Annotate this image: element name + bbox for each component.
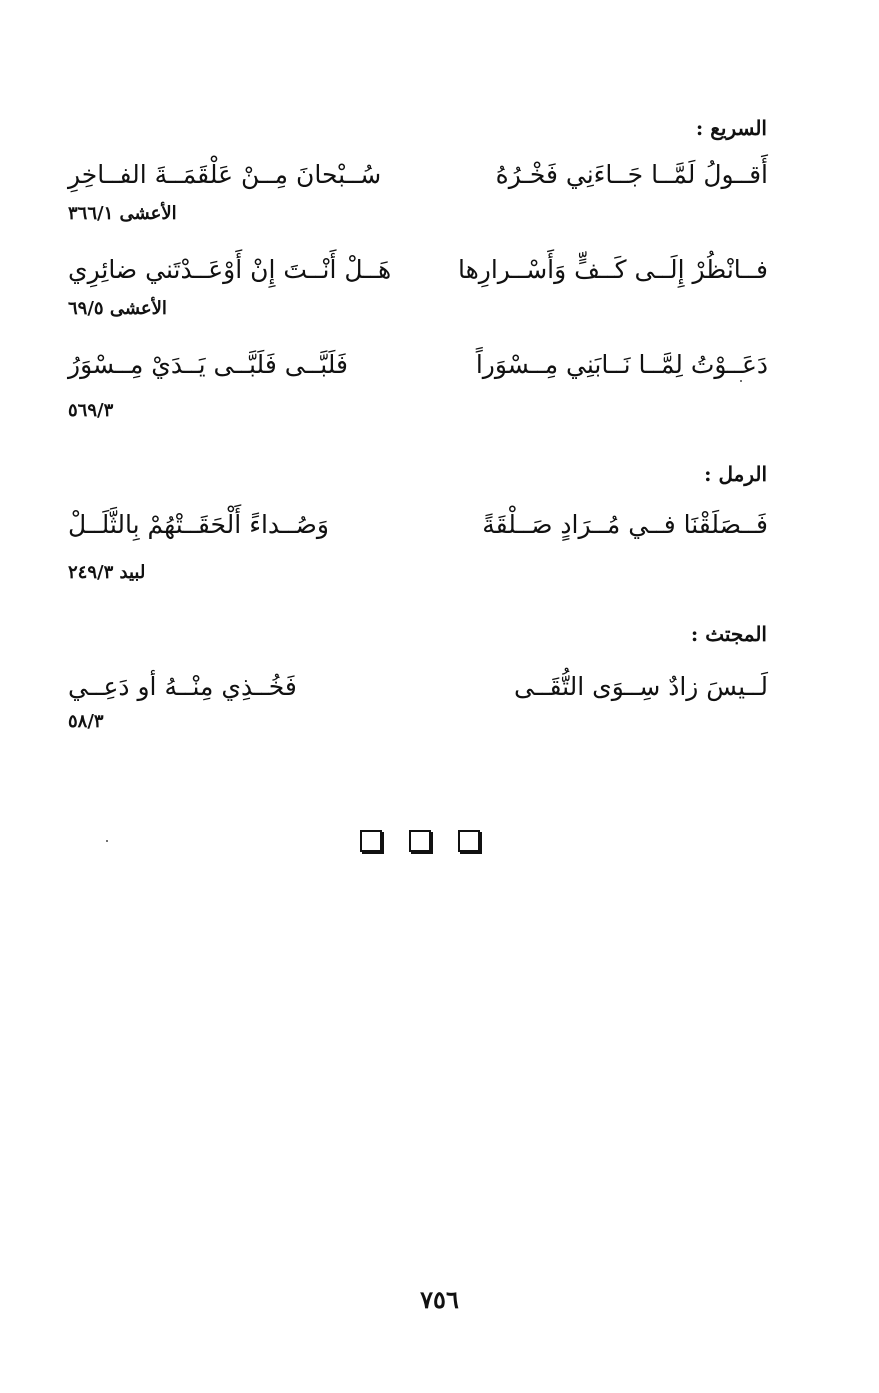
verse-first-hemistich: فــانْظُرْ إِلَــى كَــفٍّ وَأَسْــرارِها	[457, 255, 768, 284]
verse-second-hemistich: فَلَبَّــى فَلَبَّــى يَــدَيْ مِــسْوَرُ	[68, 350, 348, 379]
verse-source: الأعشى ٦٩/٥	[68, 298, 167, 319]
verse-first-hemistich: لَــيسَ زادٌ سِــوَى التُّقَــى	[514, 672, 768, 701]
square-ornament-icon	[409, 830, 431, 852]
verse-line	[68, 255, 768, 295]
verse-first-hemistich: أَقــولُ لَمَّــا جَــاءَنِي فَخْـرُهُ	[495, 160, 768, 189]
verse-line	[68, 350, 768, 390]
verse-line	[68, 160, 768, 200]
verse-first-hemistich: فَــصَلَقْنَا فــي مُــرَادٍ صَــلْقَةً	[482, 510, 768, 539]
print-speck	[740, 380, 742, 382]
verse-first-hemistich: دَعَــوْتُ لِمَّــا نَــابَنِي مِــسْوَراً	[475, 350, 768, 379]
square-ornament-icon	[458, 830, 480, 852]
verse-source: لبيد ٢٤٩/٣	[68, 562, 146, 583]
verse-second-hemistich: هَــلْ أَنْــتَ إِنْ أَوْعَــدْتَني ضائِرِي	[68, 255, 392, 284]
verse-source: ٥٦٩/٣	[68, 400, 114, 421]
section-end-ornament	[360, 830, 480, 856]
verse-line	[68, 672, 768, 712]
verse-second-hemistich: وَصُــداءً أَلْحَقَــتْهُمْ بِالثَّلَــلْ	[68, 510, 329, 539]
verse-source: ٥٨/٣	[68, 711, 104, 732]
meter-heading-sari: السريع :	[695, 116, 767, 140]
verse-second-hemistich: سُــبْحانَ مِــنْ عَلْقَمَــةَ الفــاخِرِ	[68, 160, 382, 189]
verse-second-hemistich: فَخُــذِي مِنْــهُ أو دَعِــي	[68, 672, 297, 701]
print-speck	[106, 840, 108, 842]
verse-line	[68, 510, 768, 550]
meter-heading-mujtathth: المجتث :	[690, 622, 767, 646]
page-number: ٧٥٦	[420, 1285, 459, 1314]
square-ornament-icon	[360, 830, 382, 852]
verse-source: الأعشى ٣٦٦/١	[68, 203, 177, 224]
meter-heading-ramal: الرمل :	[704, 462, 767, 486]
